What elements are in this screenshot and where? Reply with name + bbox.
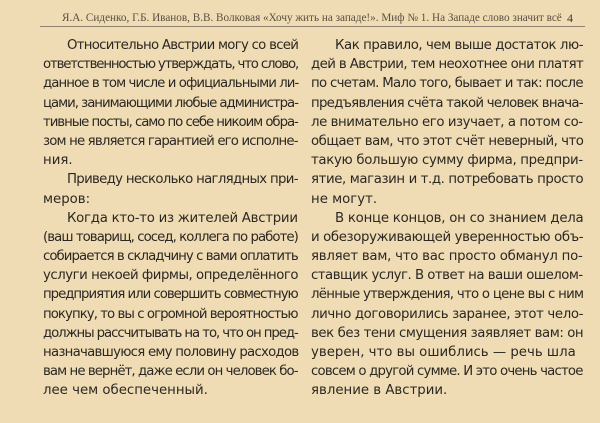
text-line: не могут. (311, 191, 378, 207)
text-line: тивные посты, само по себе никоим обра- (43, 114, 298, 130)
text-line: меров: (43, 191, 91, 207)
text-line: ле внимательно его изучает, а потом со- (311, 114, 583, 130)
text-line: общает вам, что этот счёт неверный, что (311, 133, 584, 149)
text-line: должны рассчитывать на то, что он пред- (43, 325, 298, 341)
text-line: совсем о другой сумме. И это очень частое (311, 364, 583, 380)
text-line: век без тени смущения заявляет вам: он (311, 325, 584, 341)
text-line: ятие, магазин и т.д. потребовать просто (311, 172, 584, 188)
text-line: лённые утверждения, что о цене вы с ним (311, 287, 584, 303)
text-line: (ваш товарищ, сосед, коллега по работе) (43, 229, 298, 245)
text-line: услуги некоей фирмы, определённого (43, 268, 299, 284)
text-line: и обезоруживающей уверенностью объ- (311, 229, 584, 245)
text-line: являет вам, что вас просто обманул по- (311, 249, 583, 265)
text-line: покупку, то вы с огромной вероятностью (43, 306, 298, 322)
text-line: лично договорились заранее, этот чело- (311, 306, 584, 322)
page-header (0, 9, 600, 27)
text-line: Приведу несколько наглядных при- (67, 172, 298, 188)
text-line: В конце концов, он со знанием дела (335, 210, 584, 226)
text-line: ставщик услуг. В ответ на ваши ошелом- (311, 268, 583, 284)
text-line: данное в том числе и официальными ли- (43, 76, 299, 92)
text-line: такую большую сумму фирма, предпри- (311, 153, 583, 169)
text-line: ния. (43, 153, 73, 169)
text-line: зом не является гарантией его исполне- (43, 133, 298, 149)
text-line: Относительно Австрии могу со всей (67, 38, 299, 53)
text-line: дей в Австрии, тем неохотнее они платят (311, 57, 584, 73)
text-line: уверен, что вы ошиблись — речь шла (311, 345, 576, 360)
page-number: 4 (567, 11, 573, 25)
running-title: Я.А. Сиденко, Г.Б. Иванов, В.В. Волковая «Хочу жить на западе!». Миф № 1. На Западе слово значит всё (62, 12, 562, 24)
text-line: Когда кто-то из жителей Австрии (67, 210, 298, 226)
text-line: предприятия или совершить совместную (43, 287, 298, 303)
text-line: собирается в складчину с вами оплатить (43, 249, 298, 265)
left-column (43, 36, 298, 401)
text-line: цами, занимающими любые администра- (43, 95, 298, 111)
text-line: вам не вернёт, даже если он человек бо- (43, 364, 298, 380)
text-line: предъявления счёта такой человек внача- (311, 95, 583, 111)
text-line: ответственностью утверждать, что слово, (43, 57, 299, 73)
text-line: лее чем обеспеченный. (43, 383, 208, 399)
text-line: назначавшуюся ему половину расходов (43, 345, 299, 360)
header-rule (40, 26, 585, 27)
right-column (311, 36, 583, 401)
text-line: по счетам. Мало того, бывает и так: после (311, 76, 583, 92)
text-line: Как правило, чем выше достаток лю- (335, 38, 584, 53)
text-line: явление в Австрии. (311, 383, 448, 399)
